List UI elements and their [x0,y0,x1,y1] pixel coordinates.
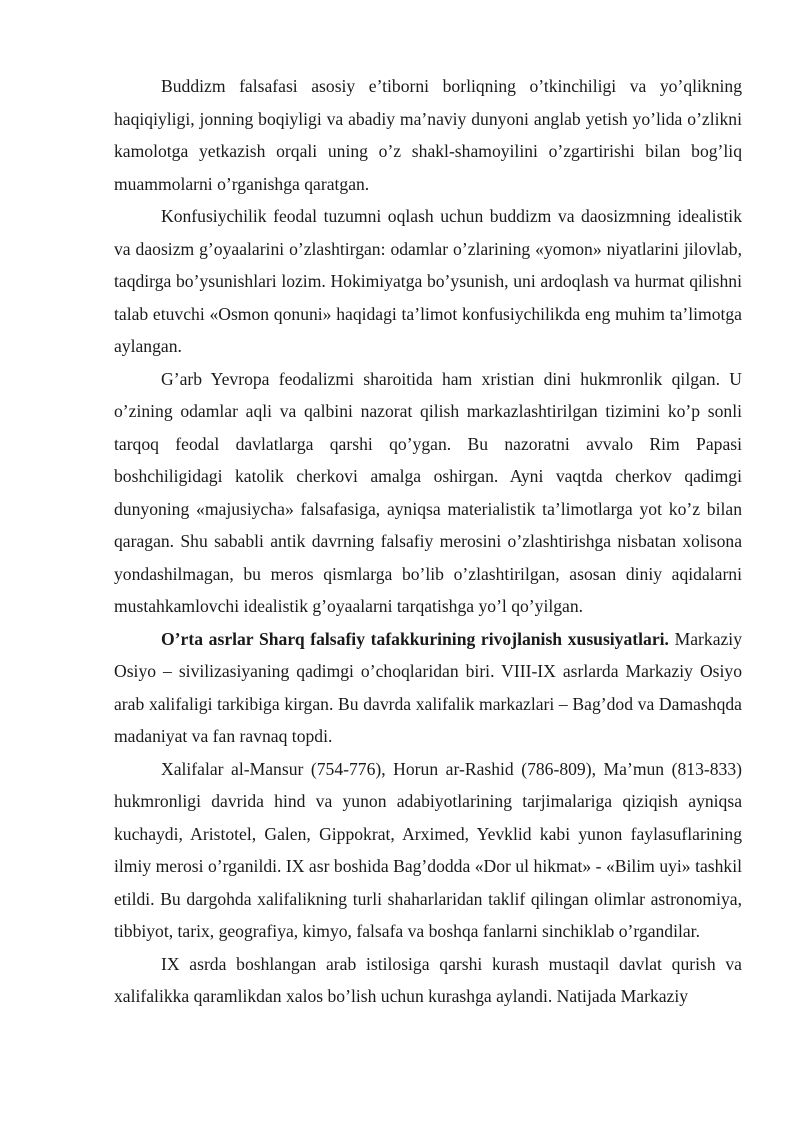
paragraph-ix-century: IX asrda boshlangan arab istilosiga qarshi kurash mustaqil davlat qurish va xalifalikka qaramlikdan xalos bo’lish uchun kurashga aylandi. Natijada Markaziy [114,953,742,1006]
section-heading: O’rta asrlar Sharq falsafiy tafakkurining rivojlanish xususiyatlari. [161,628,669,649]
paragraph-section-intro [114,623,742,753]
paragraph-western-europe: G’arb Yevropa feodalizmi sharoitida ham xristian dini hukmronlik qilgan. U o’zining odamlar aqli va qalbini nazorat qilish markazlashtirilgan tizimini ko’p sonli tarqoq feodal davlatlarga qarshi qo’ygan. Bu nazoratni avvalo Rim Papasi boshchiligidagi katolik cherkovi amalga oshirgan. Ayni vaqtda cherkov qadimgi dunyoning «majusiycha» falsafasiga, ayniqsa materialistik ta’limotlarga yot ko’z bilan qaragan. Shu sababli antik davrning falsafiy merosini o’zlashtirishga nisbatan xolisona yondashilmagan, bu meros qismlarga bo’lib o’zlashtirilgan, asosan diniy aqidalarni mustahkamlovchi idealistik g’oyaalarni tarqatishga yo’l qo’yilgan. [114,368,742,616]
section-intro-text: Markaziy Osiyo – sivilizasiyaning qadimgi o’choqlaridan biri. VIII-IX asrlarda Markaziy Osiyo arab xalifaligi tarkibiga kirgan. Bu davrda xalifalik markazlari – Bag’dod va Damashqda madaniyat va fan ravnaq topdi. [114,628,742,746]
document-page [114,70,742,1013]
paragraph-buddhism: Buddizm falsafasi asosiy e’tiborni borliqning o’tkinchiligi va yo’qlikning haqiqiyligi, jonning boqiyligi va abadiy ma’naviy dunyoni anglab yetish yo’lida o’zlikni kamolotga yetkazish orqali uning o’z shakl-shamoyilini o’zgartirishi bilan bog’liq muammolarni o’rganishga qaratgan. [114,76,742,194]
paragraph-caliphs: Xalifalar al-Mansur (754-776), Horun ar-Rashid (786-809), Ma’mun (813-833) hukmronligi davrida hind va yunon adabiyotlarining tarjimalariga qiziqish ayniqsa kuchaydi, Aristotel, Galen, Gippokrat, Arximed, Yevklid kabi yunon faylasuflarining ilmiy merosi o’rganildi. IX asr boshida Bag’dodda «Dor ul hikmat» - «Bilim uyi» tashkil etildi. Bu dargohda xalifalikning turli shaharlaridan taklif qilingan olimlar astronomiya, tibbiyot, tarix, geografiya, kimyo, falsafa va boshqa fanlarni sinchiklab o’rgandilar. [114,758,742,941]
paragraph-confucianism: Konfusiychilik feodal tuzumni oqlash uchun buddizm va daosizmning idealistik va daosizm g’oyaalarini o’zlashtirgan: odamlar o’zlarining «yomon» niyatlarini jilovlab, taqdirga bo’ysunishlari lozim. Hokimiyatga bo’ysunish, uni ardoqlash va hurmat qilishni talab etuvchi «Osmon qonuni» haqidagi ta’limot konfusiychilikda eng muhim ta’limotga aylangan. [114,206,742,356]
